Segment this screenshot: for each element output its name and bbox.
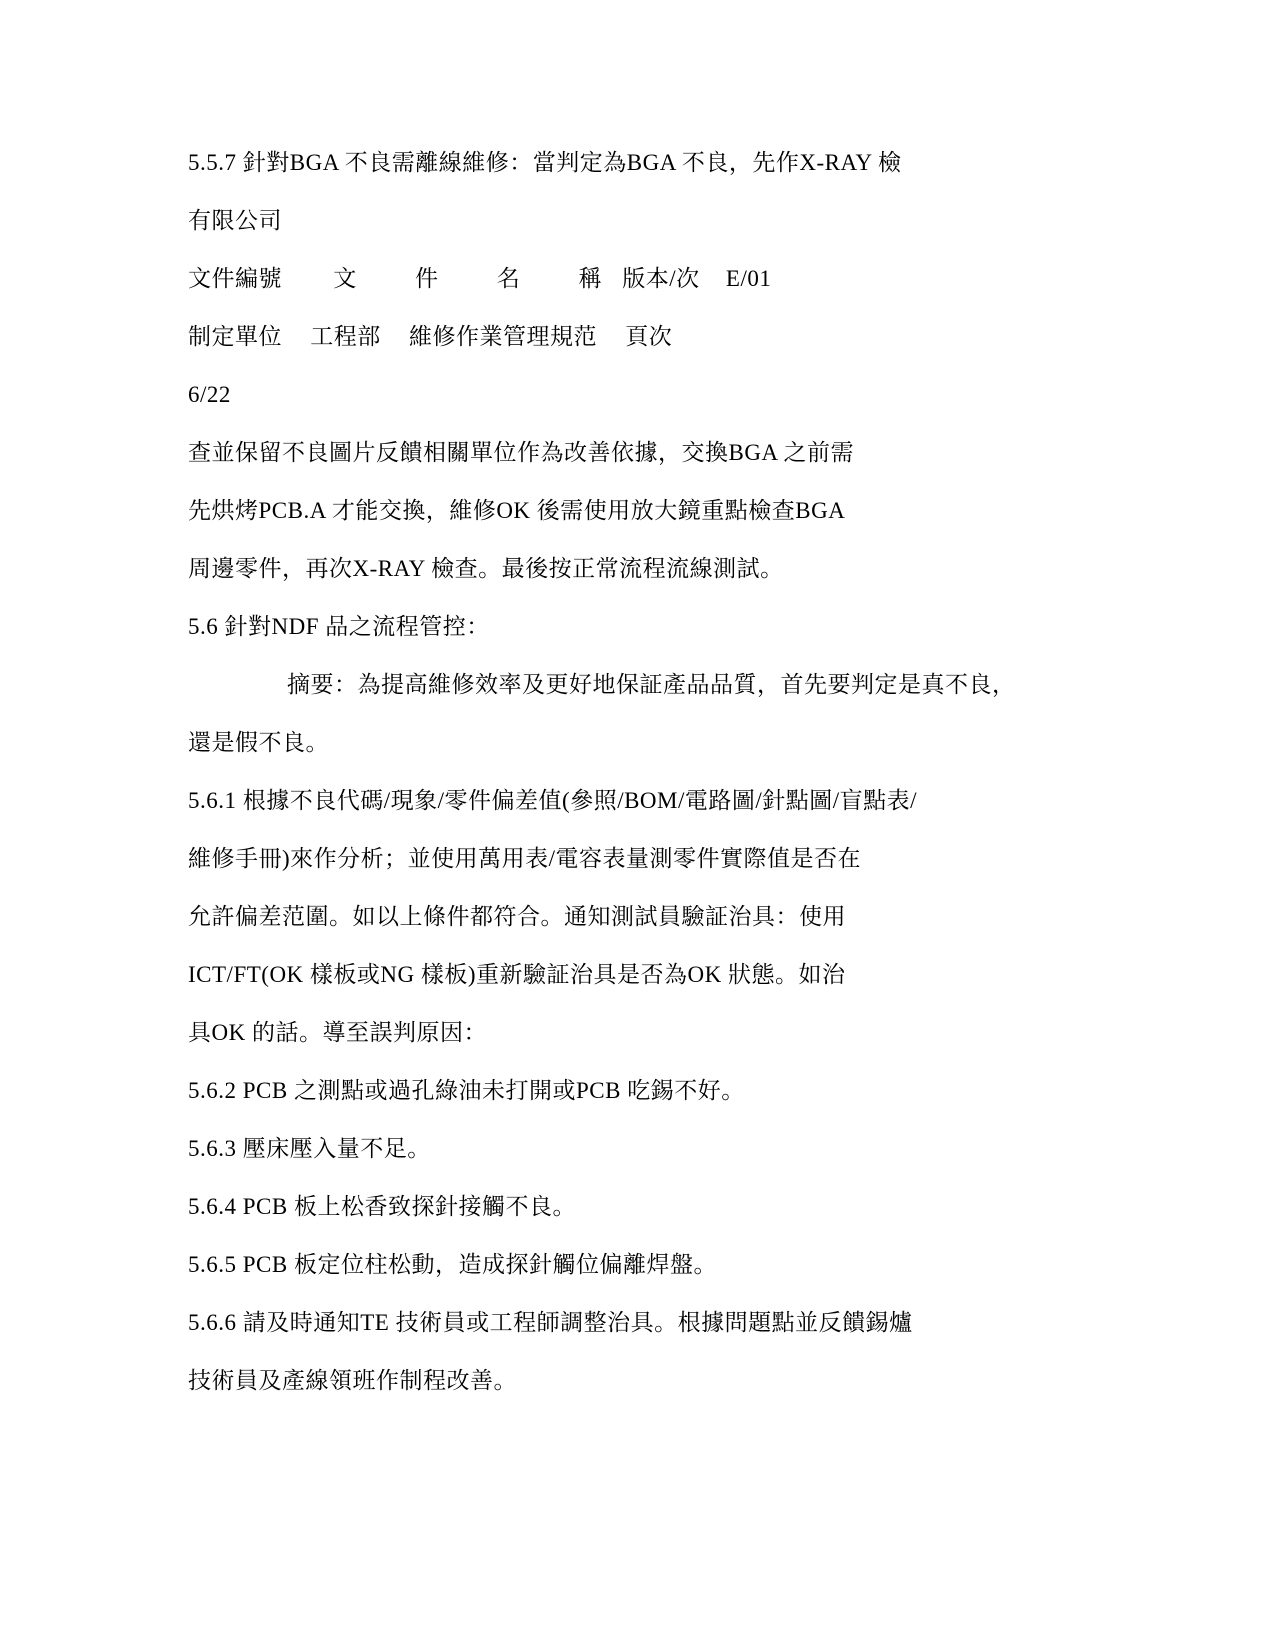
page-number: 6/22 bbox=[188, 382, 231, 407]
text-line: 查並保留不良圖片反饋相關單位作為改善依據，交換BGA 之前需 bbox=[188, 440, 855, 465]
header-label-name-char: 文 bbox=[333, 266, 357, 291]
header-label-department: 制定單位 bbox=[188, 324, 282, 349]
header-label-name-char: 稱 bbox=[578, 266, 602, 291]
text-line: 周邊零件，再次X-RAY 檢查。最後按正常流程流線測試。 bbox=[188, 556, 784, 581]
text-line: 具OK 的話。導至誤判原因： bbox=[188, 1020, 487, 1045]
text-line: 5.6.3 壓床壓入量不足。 bbox=[188, 1136, 431, 1161]
section-heading: 5.6 針對NDF 品之流程管控： bbox=[188, 614, 490, 639]
header-label-doc-number: 文件編號 bbox=[188, 266, 282, 291]
text-line: 維修手冊)來作分析；並使用萬用表/電容表量測零件實際值是否在 bbox=[188, 846, 862, 871]
header-value-department: 工程部 bbox=[310, 324, 381, 349]
header-value-version: E/01 bbox=[725, 266, 772, 291]
text-line: 5.6.6 請及時通知TE 技術員或工程師調整治具。根據問題點並反饋錫爐 bbox=[188, 1310, 913, 1335]
text-line: 先烘烤PCB.A 才能交換，維修OK 後需使用放大鏡重點檢查BGA bbox=[188, 498, 846, 523]
text-line: 5.6.4 PCB 板上松香致探針接觸不良。 bbox=[188, 1194, 576, 1219]
text-line: ICT/FT(OK 樣板或NG 樣板)重新驗証治具是否為OK 狀態。如治 bbox=[188, 962, 846, 987]
text-line: 還是假不良。 bbox=[188, 730, 329, 755]
header-value-doc-name: 維修作業管理規范 bbox=[409, 324, 597, 349]
text-line: 5.6.2 PCB 之測點或過孔綠油未打開或PCB 吃錫不好。 bbox=[188, 1078, 745, 1103]
header-label-name-char: 名 bbox=[496, 266, 521, 291]
header-row-department bbox=[188, 322, 672, 352]
company-name: 有限公司 bbox=[188, 208, 282, 233]
header-row-doc-number bbox=[188, 264, 771, 294]
header-label-page: 頁次 bbox=[625, 324, 673, 349]
header-label-name-char: 件 bbox=[415, 266, 439, 291]
summary-paragraph: 摘要：為提高維修效率及更好地保証產品品質，首先要判定是真不良， bbox=[287, 672, 1016, 697]
text-line: 技術員及產線領班作制程改善。 bbox=[188, 1368, 517, 1393]
text-line: 5.6.5 PCB 板定位柱松動，造成探針觸位偏離焊盤。 bbox=[188, 1252, 717, 1277]
text-line: 5.6.1 根據不良代碼/現象/零件偏差值(參照/BOM/電路圖/針點圖/盲點表/ bbox=[188, 788, 918, 813]
text-line: 5.5.7 針對BGA 不良需離線維修：當判定為BGA 不良，先作X-RAY 檢 bbox=[188, 150, 902, 175]
header-label-version: 版本/次 bbox=[622, 266, 700, 291]
text-line: 允許偏差范圍。如以上條件都符合。通知測試員驗証治具：使用 bbox=[188, 904, 846, 929]
